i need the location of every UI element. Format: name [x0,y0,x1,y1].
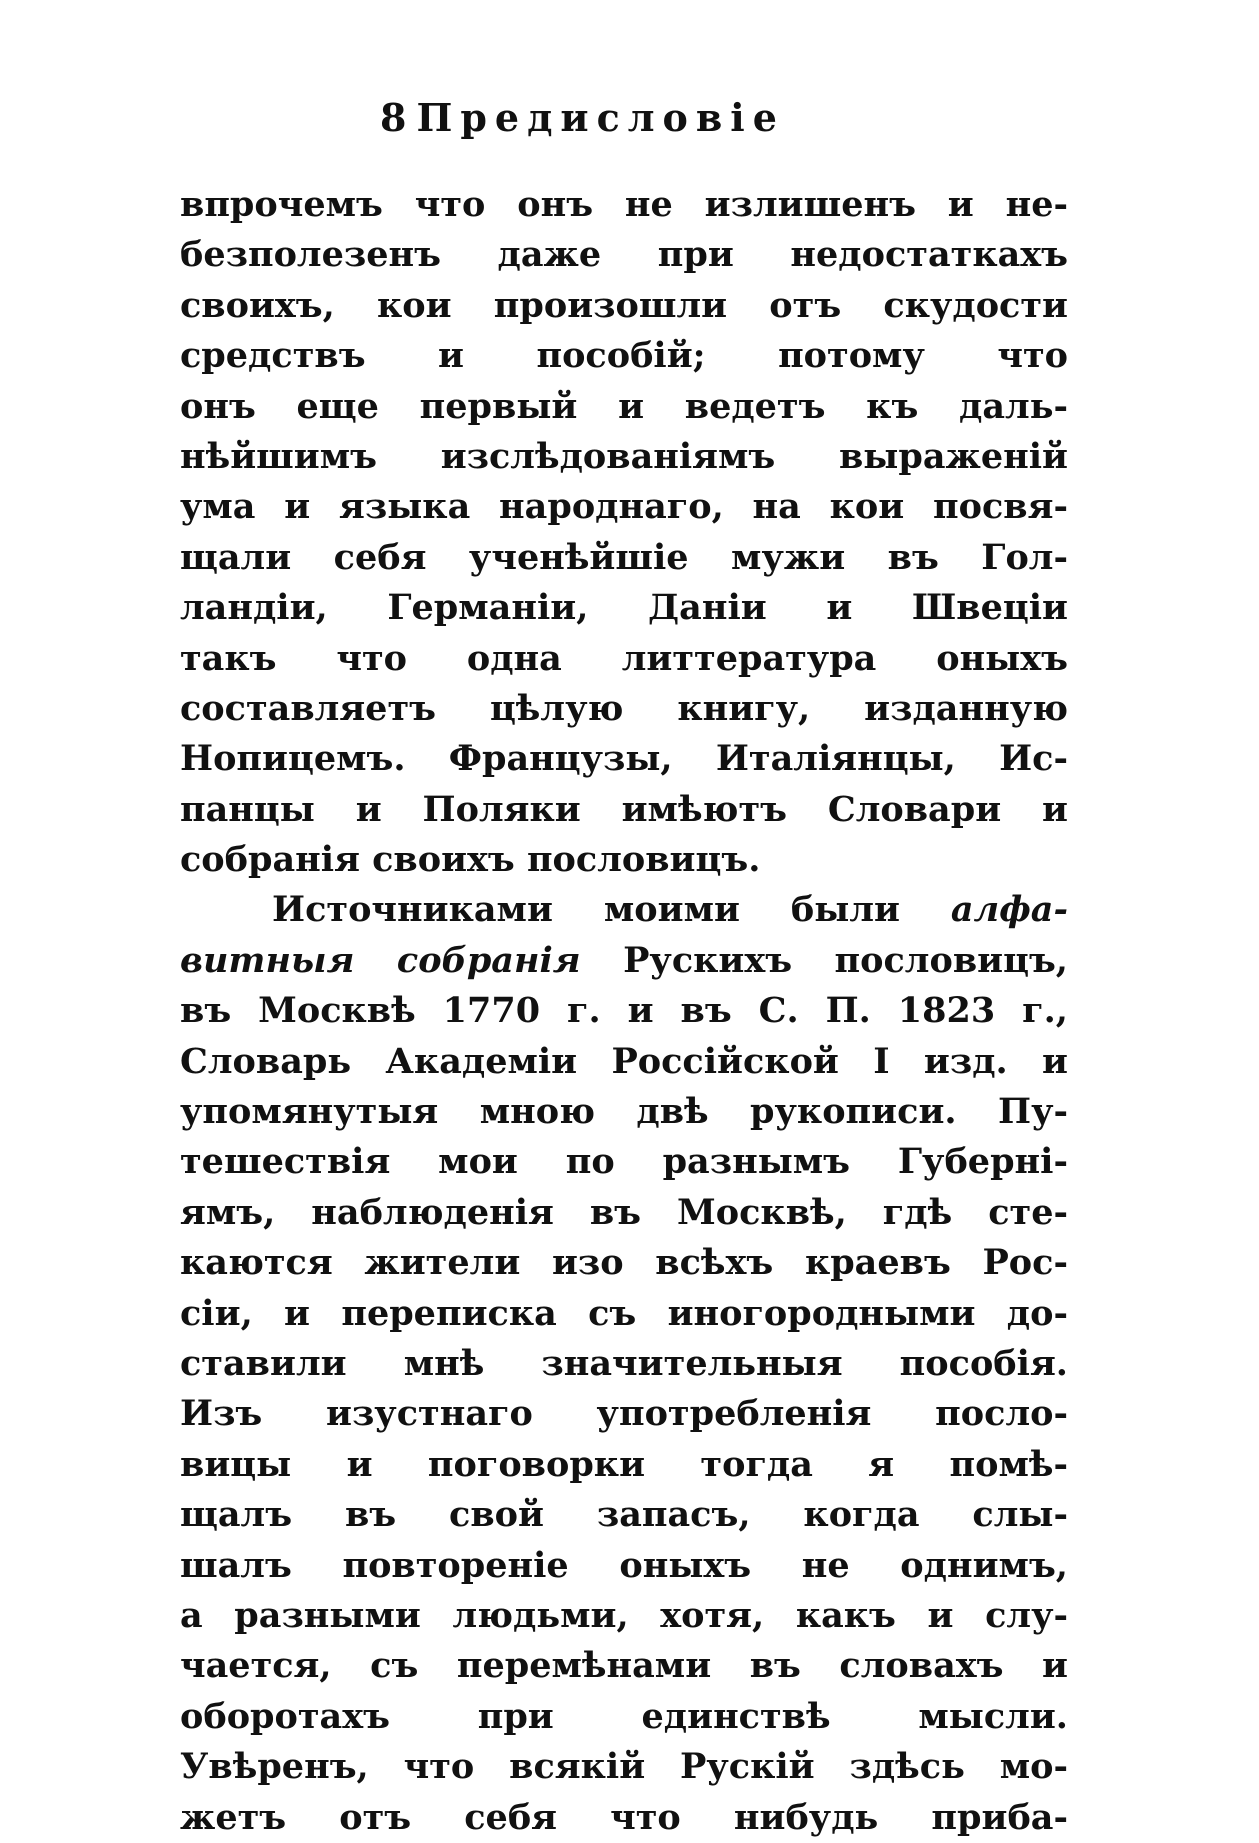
text-line: своихъ, кои произошли отъ скудости [180,284,1068,326]
page-number: 8 [380,95,407,140]
text-line: панцы и Поляки имѣютъ Словари и [180,788,1068,830]
text-line: щали себя ученѣйшіе мужи въ Гол- [180,536,1068,578]
text-line: ставили мнѣ значительныя пособія. [180,1342,1068,1384]
text-line: Увѣренъ, что всякій Рускій здѣсь мо- [180,1746,1068,1788]
text-line: Изъ изустнаго употребленія посло- [180,1393,1068,1435]
text-line: вицы и поговорки тогда я помѣ- [180,1443,1068,1485]
text-line: шалъ повтореніе оныхъ не однимъ, [180,1544,1068,1586]
text-line: безполезенъ даже при недостаткахъ [180,234,1068,276]
text-line: собранія своихъ пословицъ. [180,839,761,881]
text-line: ума и языка народнаго, на кои посвя- [180,486,1068,528]
text-line: жетъ отъ себя что нибудь приба- [180,1796,1068,1838]
text-line: ямъ, наблюденія въ Москвѣ, гдѣ сте- [180,1191,1068,1233]
text-line: такъ что одна литтература оныхъ [180,637,1068,679]
text-line: каются жители изо всѣхъ краевъ Рос- [180,1242,1068,1284]
text-run: Источниками моими были [272,889,951,931]
body-text [180,180,1068,1843]
text-line: въ Москвѣ 1770 г. и въ С. П. 1823 г., [180,990,1068,1032]
text-line: щалъ въ свой запасъ, когда слы- [180,1494,1068,1536]
text-line: сіи, и переписка съ иногородными до- [180,1292,1068,1334]
text-line: Нопицемъ. Французы, Италіянцы, Ис- [180,738,1068,780]
text-line: оборотахъ при единствѣ мысли. [180,1695,1068,1737]
header-title: Предисловіе [416,95,785,140]
text-line: тешествія мои по разнымъ Губерні- [180,1141,1068,1183]
text-line: средствъ и пособій; потому что [180,335,1068,377]
text-line: ландіи, Германіи, Даніи и Швеціи [180,587,1068,629]
text-line: впрочемъ что онъ не излишенъ и не- [180,184,1068,225]
text-line: нѣйшимъ изслѣдованіямъ выраженій [180,435,1068,477]
text-line: упомянутыя мною двѣ рукописи. Пу- [180,1091,1068,1133]
text-run: Рускихъ пословицъ, [580,939,1068,981]
italic-run: витныя собранія [180,939,581,981]
text-line: Словарь Академіи Россійской I изд. и [180,1040,1068,1082]
text-line: а разными людьми, хотя, какъ и слу- [180,1594,1068,1636]
text-line [180,936,1068,986]
text-line: чается, съ перемѣнами въ словахъ и [180,1645,1068,1687]
text-line: онъ еще первый и ведетъ къ даль- [180,385,1068,427]
text-line [180,885,1068,935]
running-header [380,88,840,148]
italic-run: алфа- [950,889,1068,931]
text-line: составляетъ цѣлую книгу, изданную [180,687,1068,729]
